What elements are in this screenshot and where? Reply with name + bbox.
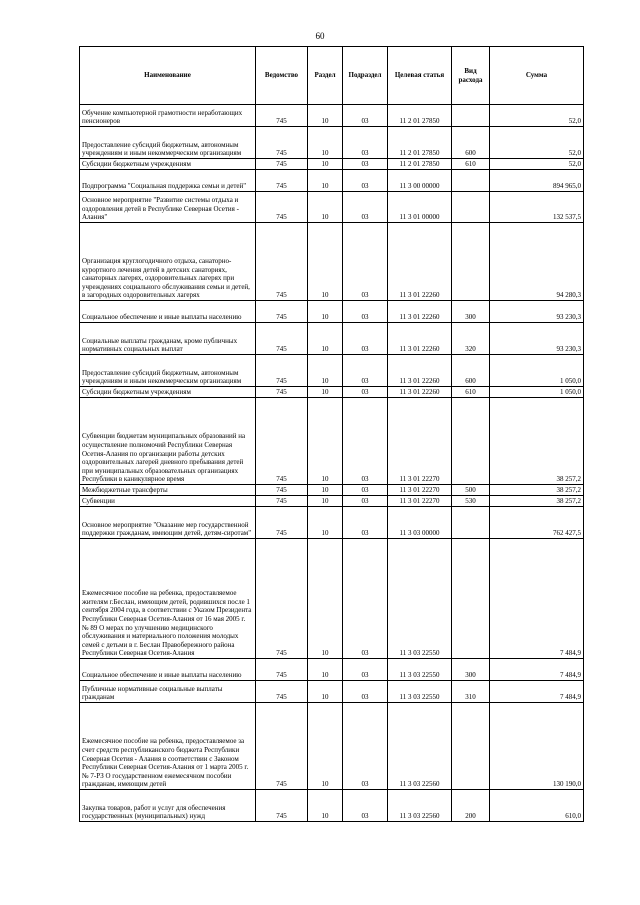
table-row [80,170,584,192]
cell-exptype [452,703,490,790]
cell-sum: 52,0 [490,105,584,127]
table-row [80,496,584,507]
header-target: Целевая статья [388,47,452,105]
table-row [80,127,584,159]
cell-sum: 38 257,2 [490,485,584,496]
cell-subsection: 03 [343,703,388,790]
table-body [80,105,584,822]
cell-target: 11 3 01 22270 [388,485,452,496]
cell-subsection: 03 [343,398,388,485]
cell-target: 11 2 01 27850 [388,105,452,127]
cell-exptype: 200 [452,790,490,822]
cell-exptype: 610 [452,387,490,398]
cell-sum: 1 050,0 [490,355,584,387]
cell-section: 10 [308,105,343,127]
table-row [80,703,584,790]
cell-target: 11 3 01 22260 [388,355,452,387]
cell-target: 11 3 03 22560 [388,790,452,822]
cell-name: Субсидии бюджетным учреждениям [80,387,256,398]
header-subsection: Подраздел [343,47,388,105]
cell-target: 11 2 01 27850 [388,159,452,170]
table-row [80,659,584,681]
cell-target: 11 3 03 22550 [388,539,452,659]
cell-sum: 130 190,0 [490,703,584,790]
cell-exptype: 310 [452,681,490,703]
table-row [80,105,584,127]
cell-subsection: 03 [343,659,388,681]
cell-dept: 745 [256,539,308,659]
cell-subsection: 03 [343,681,388,703]
cell-target: 11 3 01 22260 [388,301,452,323]
cell-target: 11 3 01 22260 [388,323,452,355]
cell-section: 10 [308,192,343,223]
cell-sum: 7 484,9 [490,539,584,659]
table-header-row [80,47,584,105]
cell-sum: 38 257,2 [490,496,584,507]
cell-sum: 7 484,9 [490,681,584,703]
cell-sum: 52,0 [490,159,584,170]
cell-dept: 745 [256,496,308,507]
cell-target: 11 3 01 00000 [388,192,452,223]
cell-name: Публичные нормативные социальные выплаты гражданам [80,681,256,703]
cell-dept: 745 [256,159,308,170]
cell-name: Организация круглогодичного отдыха, санаторно-курортного лечения детей в детских санаториях, санаторных лагерях, оздоровительных лагерях при учреждениях социального обслуживания семьи и детей, в загородных оздоровительных лагерях [80,223,256,301]
cell-dept: 745 [256,703,308,790]
cell-sum: 7 484,9 [490,659,584,681]
cell-dept: 745 [256,323,308,355]
table-row [80,223,584,301]
table-row [80,192,584,223]
cell-dept: 745 [256,398,308,485]
cell-name: Основное мероприятие "Оказание мер государственной поддержки гражданам, имеющим детей, детям-сиротам" [80,507,256,539]
cell-section: 10 [308,323,343,355]
cell-exptype [452,192,490,223]
cell-section: 10 [308,170,343,192]
cell-name: Основное мероприятие "Развитие системы отдыха и оздоровления детей в Республике Северная Осетия - Алания" [80,192,256,223]
cell-subsection: 03 [343,539,388,659]
cell-name: Социальные выплаты гражданам, кроме публичных нормативных социальных выплат [80,323,256,355]
cell-target: 11 3 03 22550 [388,681,452,703]
table-row [80,681,584,703]
cell-dept: 745 [256,485,308,496]
cell-section: 10 [308,127,343,159]
cell-subsection: 03 [343,192,388,223]
cell-exptype [452,170,490,192]
cell-subsection: 03 [343,355,388,387]
cell-exptype: 300 [452,301,490,323]
cell-name: Социальное обеспечение и иные выплаты населению [80,659,256,681]
cell-subsection: 03 [343,159,388,170]
cell-subsection: 03 [343,223,388,301]
cell-section: 10 [308,790,343,822]
cell-exptype: 500 [452,485,490,496]
cell-section: 10 [308,301,343,323]
cell-exptype: 300 [452,659,490,681]
cell-target: 11 3 01 22260 [388,223,452,301]
cell-target: 11 3 00 00000 [388,170,452,192]
cell-section: 10 [308,355,343,387]
cell-dept: 745 [256,507,308,539]
cell-section: 10 [308,659,343,681]
cell-subsection: 03 [343,301,388,323]
cell-dept: 745 [256,105,308,127]
table-row [80,387,584,398]
cell-sum: 1 050,0 [490,387,584,398]
cell-target: 11 3 03 22550 [388,659,452,681]
cell-name: Межбюджетные трансферты [80,485,256,496]
cell-exptype [452,507,490,539]
table-row [80,790,584,822]
cell-dept: 745 [256,659,308,681]
cell-sum: 93 230,3 [490,323,584,355]
cell-target: 11 3 03 00000 [388,507,452,539]
cell-subsection: 03 [343,507,388,539]
cell-exptype: 320 [452,323,490,355]
cell-name: Предоставление субсидий бюджетным, автономным учреждениям и иным некоммерческим организациям [80,127,256,159]
cell-subsection: 03 [343,170,388,192]
cell-target: 11 3 01 22270 [388,398,452,485]
cell-sum: 132 537,5 [490,192,584,223]
cell-sum: 610,0 [490,790,584,822]
cell-name: Субвенции бюджетам муниципальных образований на осуществление полномочий Республики Северная Осетия-Алания по организации работы детских оздоровительных лагерей дневного пребывания детей при муниципальных образовательных организациях Республики в каникулярное время [80,398,256,485]
cell-section: 10 [308,703,343,790]
cell-subsection: 03 [343,127,388,159]
cell-sum: 894 965,0 [490,170,584,192]
page-number: 60 [315,31,325,41]
cell-subsection: 03 [343,105,388,127]
cell-sum: 93 230,3 [490,301,584,323]
table-row [80,539,584,659]
cell-sum: 94 280,3 [490,223,584,301]
table-row [80,507,584,539]
cell-subsection: 03 [343,323,388,355]
cell-subsection: 03 [343,496,388,507]
cell-dept: 745 [256,355,308,387]
cell-section: 10 [308,159,343,170]
cell-sum: 38 257,2 [490,398,584,485]
cell-name: Ежемесячное пособие на ребенка, предоставляемое за счет средств республиканского бюджета Республики Северная Осетия - Алания в соответствии с Законом Республики Северная Осетия-Алания от 1 марта 2005 г. № 7-РЗ О государственном ежемесячном пособии гражданам, имеющим детей [80,703,256,790]
cell-dept: 745 [256,170,308,192]
cell-dept: 745 [256,127,308,159]
cell-exptype: 600 [452,127,490,159]
cell-target: 11 3 01 22260 [388,387,452,398]
cell-name: Предоставление субсидий бюджетным, автономным учреждениям и иным некоммерческим организациям [80,355,256,387]
table-row [80,485,584,496]
cell-name: Обучение компьютерной грамотности неработающих пенсионеров [80,105,256,127]
cell-section: 10 [308,387,343,398]
header-exptype: Вид расхода [452,47,490,105]
cell-target: 11 3 03 22560 [388,703,452,790]
cell-target: 11 3 01 22270 [388,496,452,507]
table-row [80,398,584,485]
header-sum: Сумма [490,47,584,105]
cell-subsection: 03 [343,485,388,496]
cell-exptype: 610 [452,159,490,170]
cell-section: 10 [308,496,343,507]
table-row [80,301,584,323]
cell-exptype: 530 [452,496,490,507]
table-row [80,159,584,170]
cell-dept: 745 [256,301,308,323]
cell-sum: 762 427,5 [490,507,584,539]
cell-section: 10 [308,539,343,659]
cell-section: 10 [308,485,343,496]
table-row [80,323,584,355]
cell-exptype: 600 [452,355,490,387]
cell-name: Социальное обеспечение и иные выплаты населению [80,301,256,323]
cell-section: 10 [308,223,343,301]
cell-exptype [452,539,490,659]
cell-exptype [452,223,490,301]
cell-dept: 745 [256,192,308,223]
cell-target: 11 2 01 27850 [388,127,452,159]
cell-sum: 52,0 [490,127,584,159]
cell-section: 10 [308,398,343,485]
cell-subsection: 03 [343,790,388,822]
cell-exptype [452,398,490,485]
table-row [80,355,584,387]
cell-name: Субвенции [80,496,256,507]
header-name: Наименование [80,47,256,105]
cell-name: Закупка товаров, работ и услуг для обеспечения государственных (муниципальных) нужд [80,790,256,822]
cell-section: 10 [308,507,343,539]
cell-dept: 745 [256,681,308,703]
cell-exptype [452,105,490,127]
header-section: Раздел [308,47,343,105]
budget-table [79,46,584,822]
cell-name: Подпрограмма "Социальная поддержка семьи и детей" [80,170,256,192]
cell-name: Ежемесячное пособие на ребенка, предоставляемое жителям г.Беслан, имеющим детей, родившихся после 1 сентября 2004 года, в соответствии с Указом Президента Республики Северная Осетия-Алания от 16 мая 2005 г. № 89 О мерах по улучшению медицинского обслуживания и материального положения молодых семей с детьми в г. Беслан Правобережного района Республики Северная Осетия-Алания [80,539,256,659]
cell-dept: 745 [256,223,308,301]
cell-subsection: 03 [343,387,388,398]
cell-section: 10 [308,681,343,703]
cell-name: Субсидии бюджетным учреждениям [80,159,256,170]
cell-dept: 745 [256,790,308,822]
header-dept: Ведомство [256,47,308,105]
cell-dept: 745 [256,387,308,398]
